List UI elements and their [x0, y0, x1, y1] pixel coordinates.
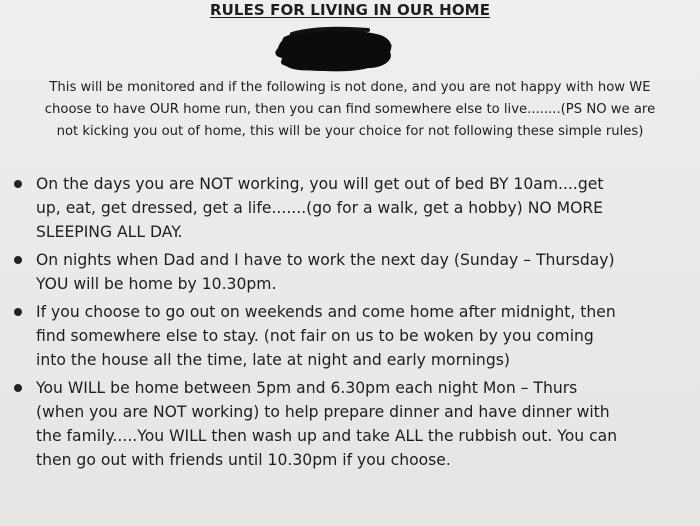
rule-line: then go out with friends until 10.30pm if you choose.	[36, 451, 451, 469]
redaction-scribble	[272, 26, 396, 74]
rule-line: (when you are NOT working) to help prepare dinner and have dinner with	[36, 403, 610, 421]
rule-line: SLEEPING ALL DAY.	[36, 223, 183, 241]
rule-item	[0, 172, 700, 244]
rule-line: If you choose to go out on weekends and come home after midnight, then	[36, 303, 616, 321]
intro-line: choose to have OUR home run, then you can find somewhere else to live........(PS NO we are	[44, 102, 656, 117]
rule-item	[0, 248, 700, 296]
document-title-text: RULES FOR LIVING IN OUR HOME	[209, 1, 491, 19]
document-title	[0, 0, 700, 20]
intro-paragraph	[0, 77, 700, 143]
rule-line: You WILL be home between 5pm and 6.30pm each night Mon – Thurs	[36, 379, 578, 397]
bullet-icon	[14, 384, 22, 392]
rule-line: On nights when Dad and I have to work the next day (Sunday – Thursday)	[36, 251, 615, 269]
intro-line: not kicking you out of home, this will be your choice for not following these simple rules)	[56, 124, 644, 139]
bullet-icon	[14, 180, 22, 188]
intro-line: This will be monitored and if the following is not done, and you are not happy with how WE	[49, 80, 651, 95]
rule-line: the family.....You WILL then wash up and take ALL the rubbish out. You can	[36, 427, 618, 445]
bullet-icon	[14, 256, 22, 264]
rule-line: On the days you are NOT working, you will get out of bed BY 10am....get	[36, 175, 604, 193]
rule-line: up, eat, get dressed, get a life.......(go for a walk, get a hobby) NO MORE	[36, 199, 604, 217]
rules-list	[0, 172, 700, 476]
bullet-icon	[14, 308, 22, 316]
rule-line: find somewhere else to stay. (not fair on us to be woken by you coming	[36, 327, 594, 345]
rule-item	[0, 376, 700, 472]
rule-item	[0, 300, 700, 372]
rule-line: YOU will be home by 10.30pm.	[36, 275, 277, 293]
rule-line: into the house all the time, late at night and early mornings)	[36, 351, 510, 369]
